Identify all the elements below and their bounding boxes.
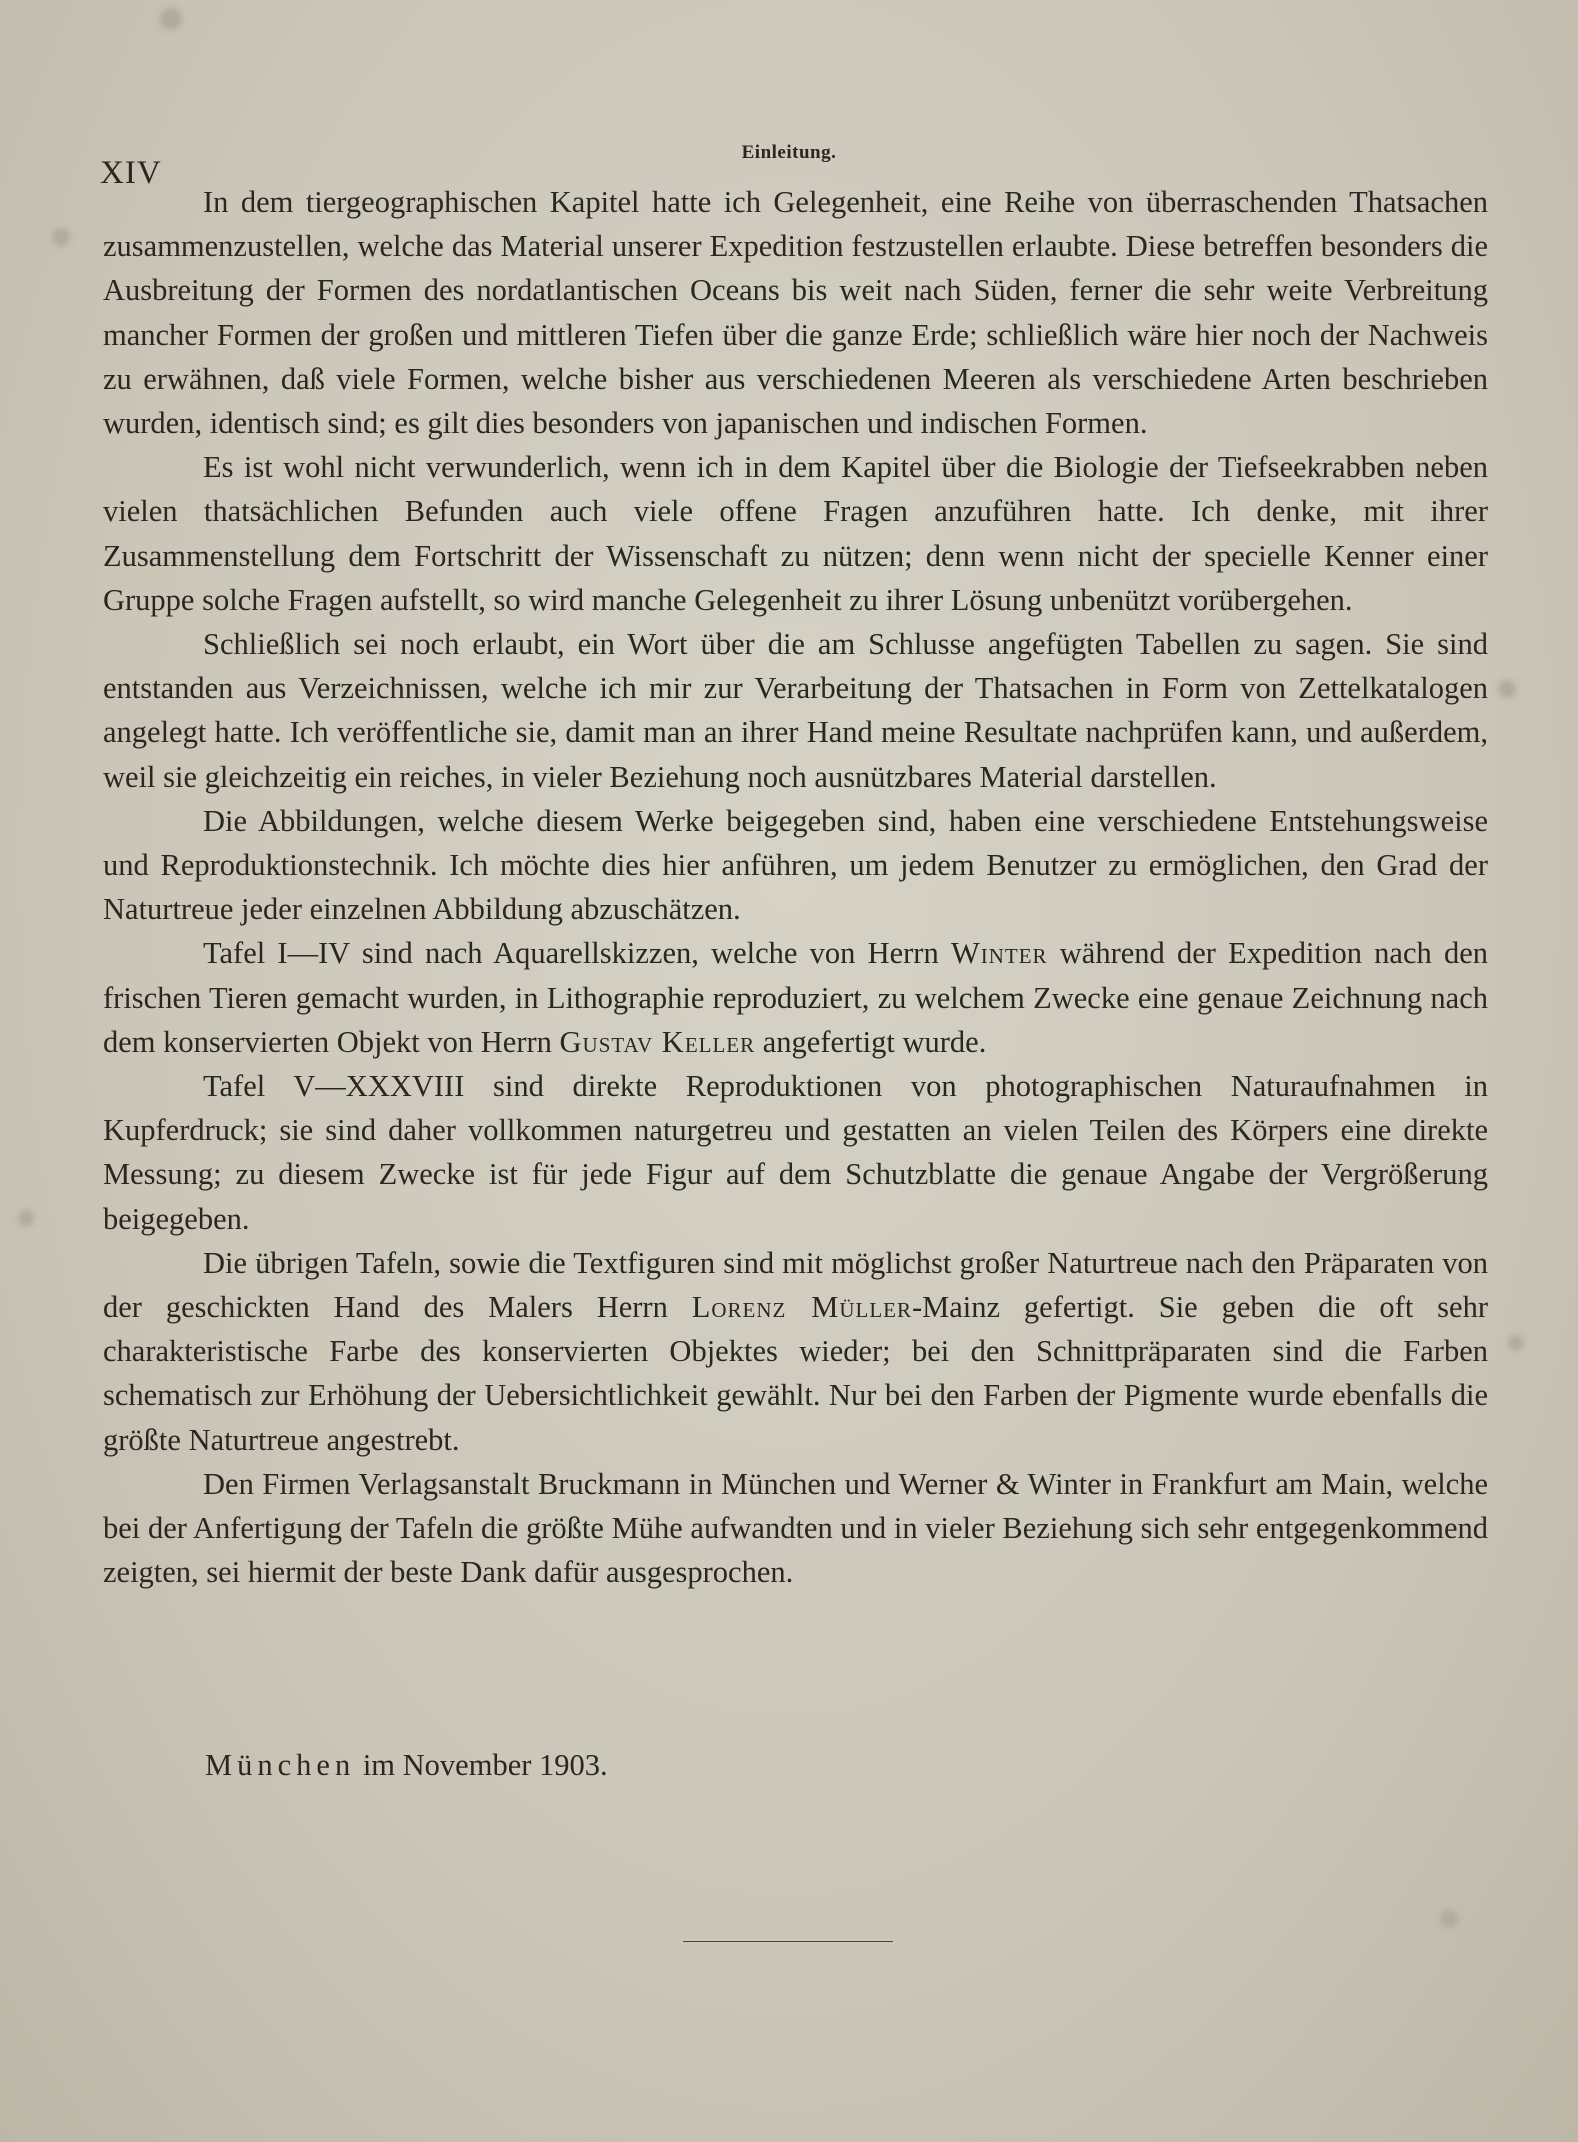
paragraph: Es ist wohl nicht verwunderlich, wenn ich in dem Kapitel über die Biologie der Tiefseekrabben neben vielen thatsächlichen Befunden auch viele offene Fragen anzuführen hatte. Ich denke, mit ihrer Zusammenstellung dem Fortschritt der Wissenschaft zu nützen; denn wenn nicht der specielle Kenner einer Gruppe solche Fragen aufstellt, so wird manche Gelegenheit zu ihrer Lösung unbenützt vorübergehen.: [103, 450, 1488, 617]
paragraph: Die Abbildungen, welche diesem Werke beigegeben sind, haben eine verschiedene Entstehungsweise und Reproduktionstechnik. Ich möchte dies hier anführen, um jedem Benutzer zu ermöglichen, den Grad der Naturtreue jeder einzelnen Abbildung abzuschätzen.: [103, 803, 1488, 927]
paragraph: Den Firmen Verlagsanstalt Bruckmann in München und Werner & Winter in Frankfurt am Main, welche bei der Anfertigung der Tafeln die größte Mühe aufwandten und in vieler Beziehung sich sehr entgegenkommend zeigten, sei hiermit der beste Dank dafür ausgesprochen.: [103, 1466, 1488, 1590]
paragraph: In dem tiergeographischen Kapitel hatte ich Gelegenheit, eine Reihe von überraschenden Thatsachen zusammenzustellen, welche das Material unserer Expedition festzustellen erlaubte. Diese betreffen besonders die Ausbreitung der Formen des nordatlantischen Oceans bis weit nach Süden, ferner die sehr weite Verbreitung mancher Formen der großen und mittleren Tiefen über die ganze Erde; schließlich wäre hier noch der Nachweis zu erwähnen, daß viele Formen, welche bisher aus verschiedenen Meeren als verschiedene Arten beschrieben wurden, identisch sind; es gilt dies besonders von japanischen und indischen Formen.: [103, 185, 1488, 441]
signature-line: [205, 1748, 608, 1783]
paragraph-text: angefertigt wurde.: [755, 1024, 987, 1059]
paper-speck: [1440, 1910, 1458, 1928]
signature-date: im November 1903.: [362, 1748, 608, 1782]
paragraph: [103, 1241, 1488, 1462]
paper-speck: [1508, 1335, 1524, 1351]
end-rule: [683, 1941, 893, 1942]
body-text: [103, 180, 1488, 1595]
paper-speck: [18, 1210, 34, 1226]
paragraph: Schließlich sei noch erlaubt, ein Wort über die am Schlusse angefügten Tabellen zu sagen. Sie sind entstanden aus Verzeichnissen, welche ich mir zur Verarbeitung der Thatsachen in Form von Zettelkatalogen angelegt hatte. Ich veröffentliche sie, damit man an ihrer Hand meine Resultate nachprüfen kann, und außerdem, weil sie gleichzeitig ein reiches, in vieler Beziehung noch ausnützbares Material darstellen.: [103, 627, 1488, 794]
paper-speck: [1498, 680, 1516, 698]
person-name: Gustav Keller: [559, 1024, 756, 1059]
running-head: Einleitung.: [741, 142, 837, 163]
person-name: Lorenz Müller: [691, 1290, 912, 1325]
paragraph: Tafel V—XXXVIII sind direkte Reproduktionen von photographischen Naturaufnahmen in Kupferdruck; sie sind daher vollkommen naturgetreu und gestatten an vielen Teilen des Körpers eine direkte Messung; zu diesem Zwecke ist für jede Figur auf dem Schutzblatte die genaue Angabe der Vergrößerung beigegeben.: [103, 1069, 1488, 1236]
person-name: Winter: [950, 936, 1048, 971]
paragraph: [103, 931, 1488, 1064]
paragraph-text: Die übrigen Tafeln, sowie die Textfiguren sind mit möglichst großer Naturtreue nach den Präparaten von der geschickten Hand des Malers Herrn: [103, 1245, 1488, 1325]
paragraph-text: während der Expedition nach den frischen Tieren gemacht wurden, in Lithographie reproduziert, zu welchem Zwecke eine genaue Zeichnung nach dem konservierten Objekt von Herrn: [103, 936, 1488, 1059]
signature-place: München: [205, 1748, 356, 1782]
paragraph-text: -Mainz gefertigt. Sie geben die oft sehr charakteristische Farbe des konservierten Objektes wieder; bei den Schnittpräparaten sind die Farben schematisch zur Erhöhung der Uebersichtlichkeit gewählt. Nur bei den Farben der Pigmente wurde ebenfalls die größte Naturtreue angestrebt.: [103, 1290, 1488, 1457]
paper-speck: [52, 228, 70, 246]
paragraph-text: Tafel I—IV sind nach Aquarellskizzen, welche von Herrn: [203, 936, 951, 971]
paper-speck: [160, 8, 182, 30]
page-number: XIV: [100, 155, 162, 191]
